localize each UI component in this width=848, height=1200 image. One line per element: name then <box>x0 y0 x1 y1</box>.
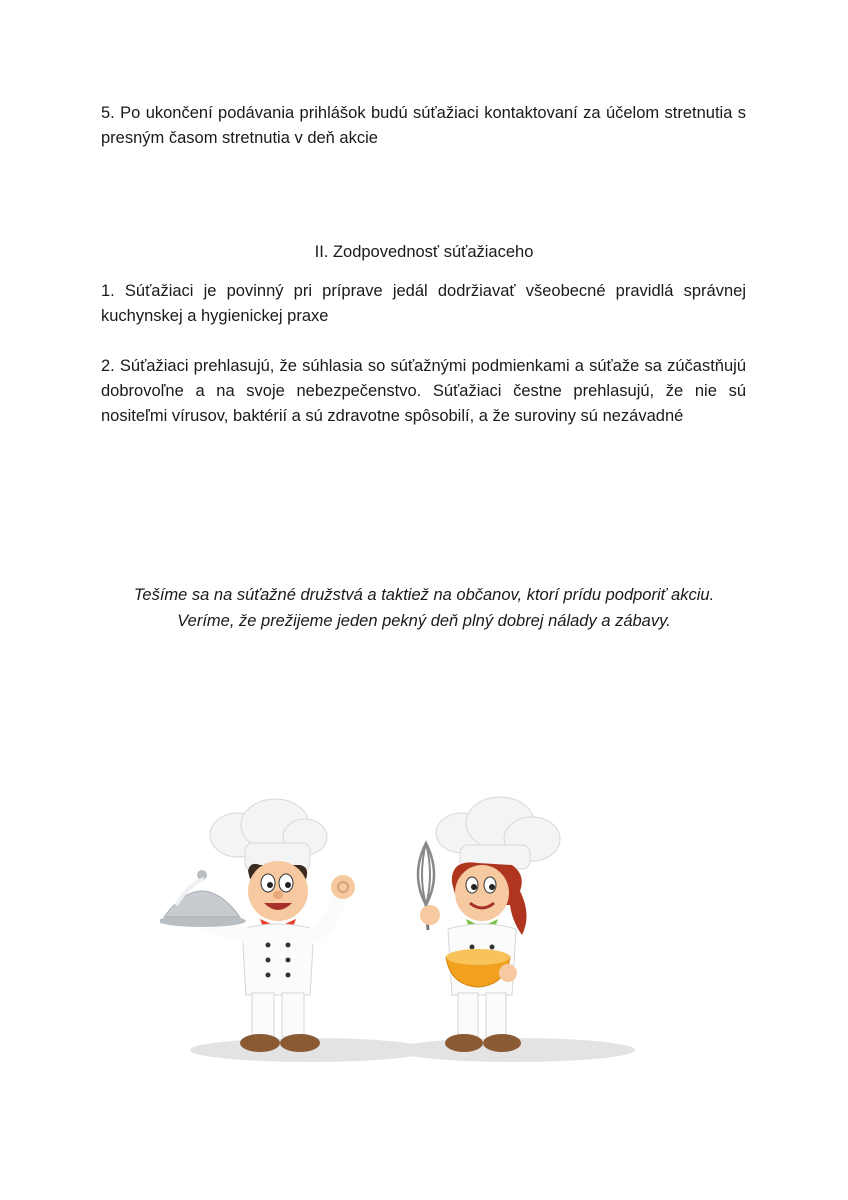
closing-line-2: Veríme, že prežijeme jeden pekný deň plný dobrej nálady a zábavy. <box>177 612 671 630</box>
chef-girl-icon <box>418 797 560 1052</box>
closing-line-1: Tešíme sa na súťažné družstvá a taktiež na občanov, ktorí prídu podporiť akciu. <box>133 586 715 604</box>
chefs-illustration <box>160 795 640 1070</box>
chef-boy-icon <box>160 799 355 1052</box>
paragraph-point-2: 2. Súťažiaci prehlasujú, že súhlasia so súťažnými podmienkami a súťaže sa zúčastňujú dobrovoľne a na svoje nebezpečenstvo. Súťažiaci čestne prehlasujú, že nie sú nositeľmi vírusov, baktérií a sú zdravotne spôsobilí, a že suroviny sú nezávadné <box>101 357 746 425</box>
closing-message <box>0 582 848 634</box>
section-heading: II. Zodpovednosť súťažiaceho <box>314 243 534 261</box>
paragraph-point-5: 5. Po ukončení podávania prihlášok budú súťažiaci kontaktovaní za účelom stretnutia s presným časom stretnutia v deň akcie <box>101 104 746 147</box>
paragraph-point-1: 1. Súťažiaci je povinný pri príprave jedál dodržiavať všeobecné pravidlá správnej kuchynskej a hygienickej praxe <box>101 282 746 325</box>
